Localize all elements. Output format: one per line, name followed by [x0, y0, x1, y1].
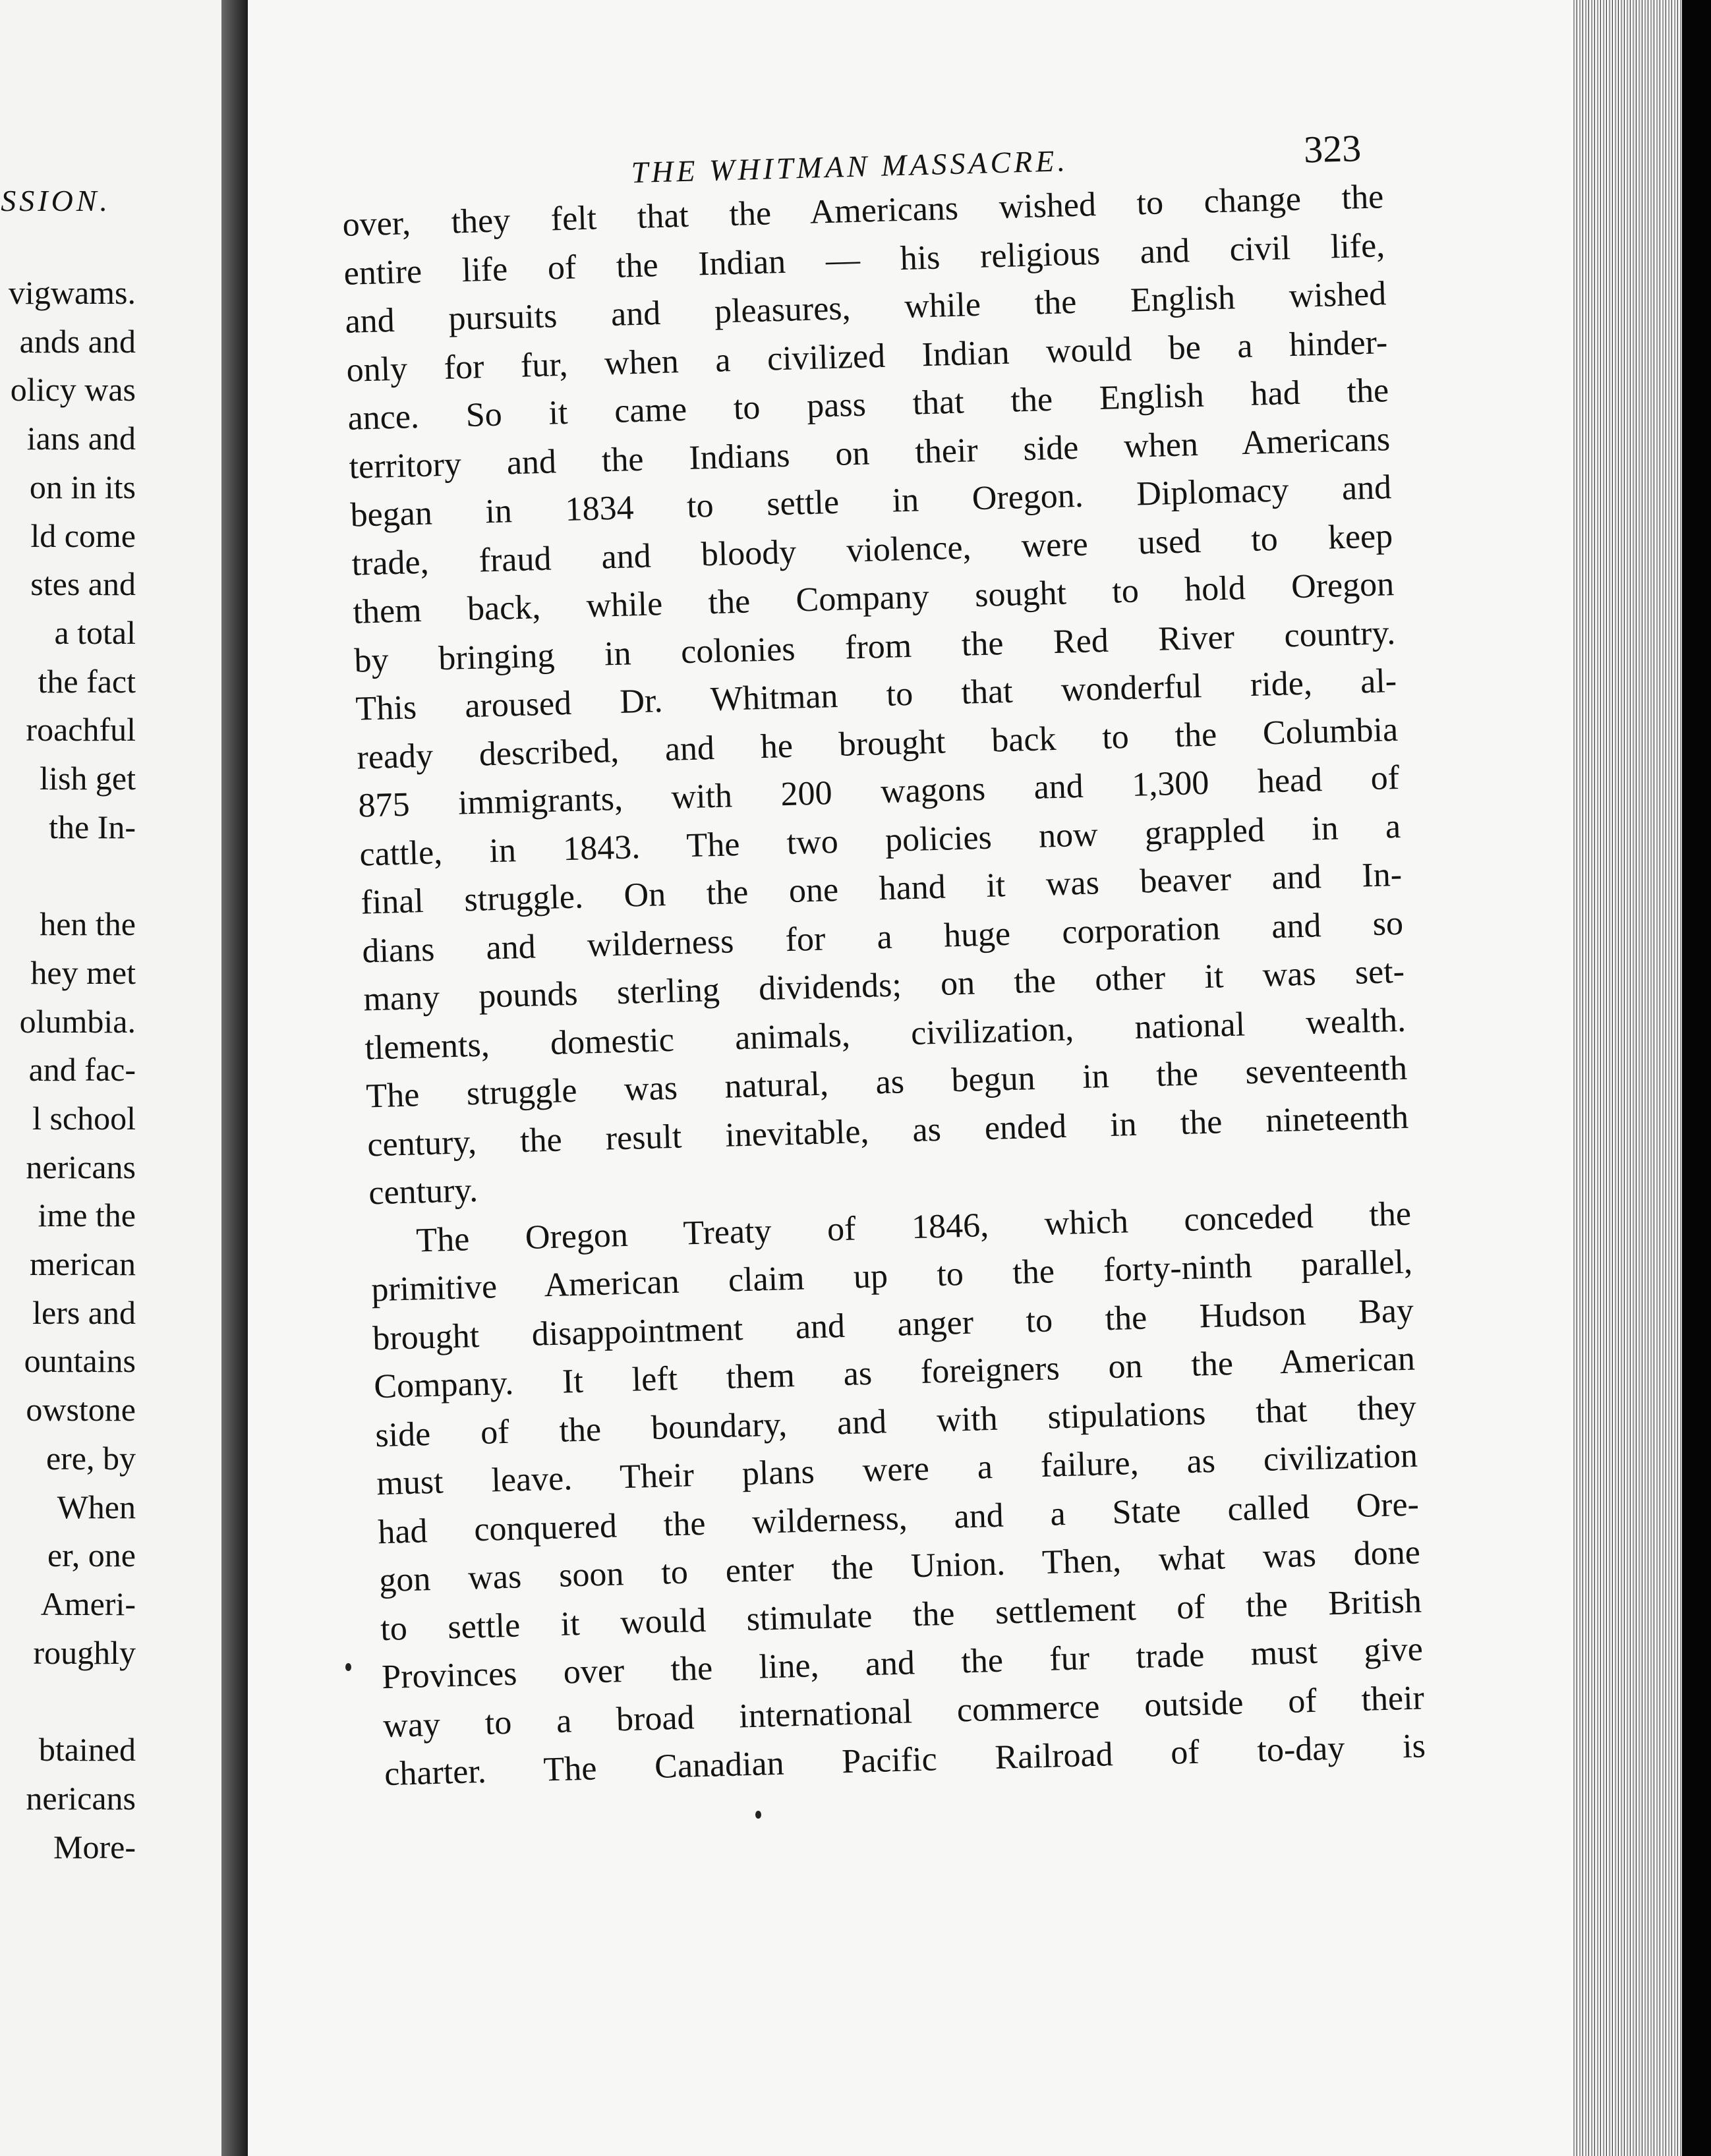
- left-page-line: on in its: [29, 468, 136, 505]
- left-page-line: owstone: [26, 1391, 136, 1429]
- text-line: The Oregon Treaty of 1846, which conceded the: [415, 1195, 1412, 1259]
- left-page: [0, 0, 223, 2156]
- text-line: cattle, in 1843. The two policies now grappled in a: [359, 807, 1401, 874]
- left-page-line: l school: [32, 1099, 136, 1137]
- right-page: [248, 0, 1571, 2156]
- page-edges: [1571, 0, 1711, 2156]
- text-line: to settle it would stimulate the settlement of the British: [380, 1581, 1422, 1648]
- left-page-line: ld come: [30, 517, 136, 554]
- page-number: 323: [1303, 127, 1362, 171]
- text-line: Provinces over the line, and the fur trade must give: [381, 1630, 1424, 1697]
- ink-speck: [755, 1811, 761, 1819]
- text-line: entire life of the Indian — his religious and civil life,: [343, 226, 1385, 293]
- left-page-line: olicy was: [10, 371, 136, 409]
- left-page-line: the In-: [49, 808, 136, 845]
- text-line: must leave. Their plans were a failure, as civilization: [376, 1436, 1418, 1503]
- text-line: tlements, domestic animals, civilization, national wealth.: [364, 1001, 1406, 1067]
- left-page-line: ime the: [38, 1197, 136, 1234]
- left-page-line: [9, 1677, 136, 1726]
- text-line: final struggle. On the one hand it was beaver and In-: [360, 855, 1403, 922]
- left-page-line: stes and: [30, 565, 136, 603]
- page-content: [340, 107, 1426, 1798]
- left-page-line: the fact: [38, 662, 136, 700]
- left-page-line: vigwams.: [8, 274, 136, 311]
- book-gutter: [221, 0, 248, 2156]
- left-page-line: [9, 851, 136, 900]
- left-page-line: When: [57, 1488, 136, 1525]
- left-page-line: er, one: [47, 1537, 136, 1574]
- text-line: brought disappointment and anger to the Hudson Bay: [372, 1291, 1414, 1357]
- text-line: gon was soon to enter the Union. Then, what was done: [378, 1533, 1421, 1600]
- left-page-line: lish get: [40, 760, 136, 797]
- text-line: This aroused Dr. Whitman to that wonderful ride, al-: [355, 662, 1397, 728]
- left-page-line: btained: [38, 1731, 136, 1769]
- text-line: Company. It left them as foreigners on the American: [373, 1340, 1416, 1406]
- left-page-line: a total: [54, 613, 136, 651]
- left-running-header: SSION.: [1, 184, 111, 217]
- left-page-line: and fac-: [28, 1051, 136, 1089]
- left-page-line: hen the: [40, 905, 136, 943]
- text-line: and pursuits and pleasures, while the English wished: [344, 275, 1387, 341]
- left-page-line: roughly: [33, 1633, 136, 1671]
- text-line: had conquered the wilderness, and a State called Ore-: [377, 1485, 1420, 1551]
- text-line: century, the result inevitable, as ended in the nineteenth: [366, 1098, 1409, 1164]
- left-page-line: ere, by: [45, 1439, 136, 1477]
- text-line: territory and the Indians on their side when Americans: [348, 420, 1391, 486]
- left-page-line: nericans: [26, 1779, 136, 1817]
- text-line: dians and wilderness for a huge corporation and so: [361, 904, 1404, 971]
- text-line: charter. The Canadian Pacific Railroad of to-day is: [384, 1727, 1426, 1794]
- left-page-line: roachful: [26, 711, 136, 749]
- text-line: began in 1834 to settle in Oregon. Diplomacy and: [349, 468, 1392, 534]
- text-line: The struggle was natural, as begun in the seventeenth: [365, 1049, 1408, 1116]
- text-line: ance. So it came to pass that the English had the: [347, 372, 1389, 438]
- text-line: them back, while the Company sought to hold Oregon: [352, 565, 1395, 631]
- left-page-line: More-: [53, 1828, 136, 1865]
- left-page-line: olumbia.: [19, 1002, 136, 1040]
- text-line: trade, fraud and bloody violence, were used to keep: [351, 517, 1393, 583]
- left-page-line: nericans: [26, 1148, 136, 1185]
- left-page-line: merican: [29, 1245, 136, 1283]
- left-page-line: ians and: [26, 420, 136, 457]
- running-title: THE WHITMAN MASSACRE.: [631, 144, 1069, 190]
- left-page-line: Ameri-: [40, 1585, 136, 1622]
- text-line: 875 immigrants, with 200 wagons and 1,300 head of: [357, 758, 1400, 825]
- left-page-line: lers and: [32, 1293, 136, 1331]
- left-page-text: [9, 269, 136, 1871]
- left-page-line: hey met: [30, 953, 136, 991]
- text-line: many pounds sterling dividends; on the other it was set-: [362, 952, 1405, 1019]
- body-text: [342, 173, 1426, 1798]
- left-page-line: ands and: [19, 322, 136, 360]
- text-line: century.: [368, 1171, 478, 1212]
- text-line: by bringing in colonies from the Red River country.: [353, 613, 1396, 680]
- text-line: only for fur, when a civilized Indian would be a hinder-: [345, 323, 1388, 389]
- left-page-line: ountains: [24, 1342, 136, 1380]
- text-line: ready described, and he brought back to the Columbia: [356, 710, 1399, 777]
- ink-speck: [345, 1663, 351, 1671]
- text-line: way to a broad international commerce outside of their: [382, 1678, 1425, 1745]
- text-line: over, they felt that the Americans wished to change the: [341, 178, 1384, 244]
- text-line: primitive American claim up to the forty-ninth parallel,: [370, 1243, 1413, 1309]
- text-line: side of the boundary, and with stipulations that they: [374, 1388, 1417, 1454]
